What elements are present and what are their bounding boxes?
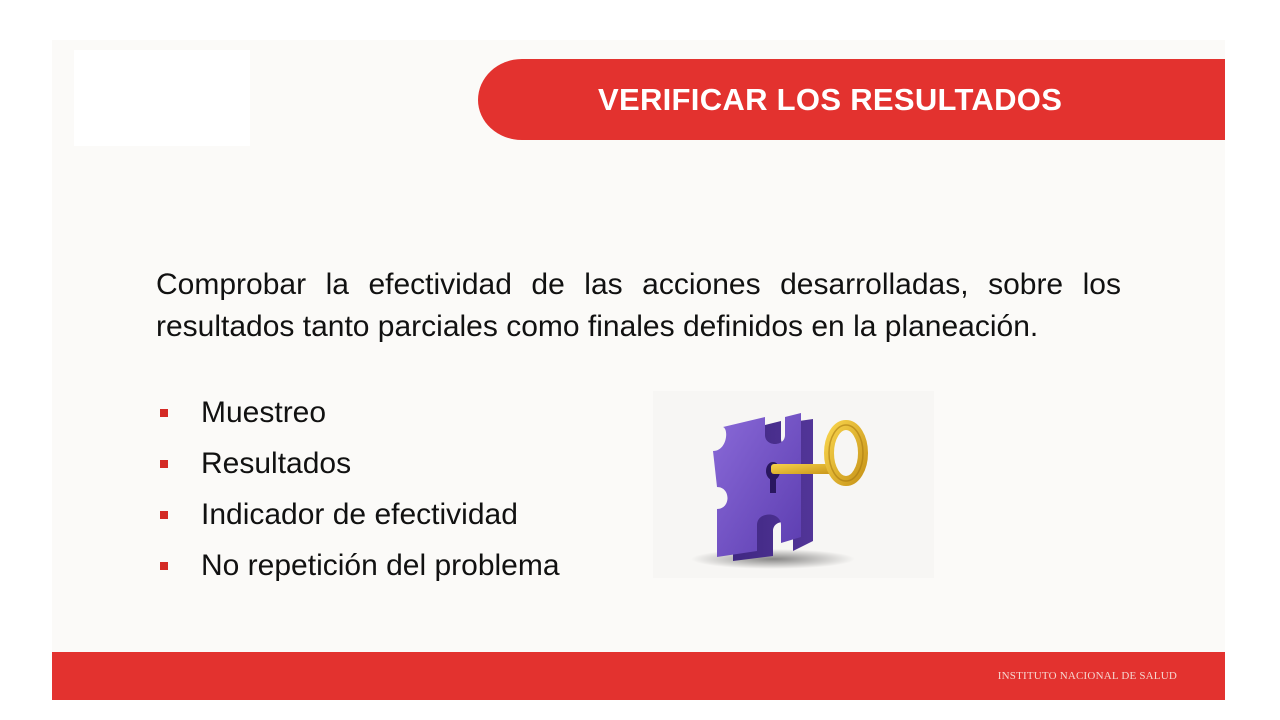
bullet-item-resultados — [156, 444, 560, 495]
logo-placeholder — [74, 50, 250, 146]
footer-band — [52, 652, 1225, 700]
puzzle-piece-with-key-icon — [653, 391, 934, 578]
bullet-list — [156, 393, 560, 597]
bullet-item-muestreo — [156, 393, 560, 444]
title-banner — [478, 59, 1225, 140]
bullet-marker-icon — [160, 460, 168, 468]
bullet-label: Indicador de efectividad — [201, 498, 518, 531]
slide-paragraph: Comprobar la efectividad de las acciones desarrolladas, sobre los resultados tanto parciales como finales definidos en la planeación. — [156, 268, 1121, 343]
footer-organization: INSTITUTO NACIONAL DE SALUD — [997, 670, 1177, 682]
puzzle-key-image — [653, 391, 934, 578]
slide-title: VERIFICAR LOS RESULTADOS — [598, 81, 1063, 117]
bullet-label: No repetición del problema — [201, 549, 560, 582]
bullet-label: Resultados — [201, 447, 352, 480]
bullet-marker-icon — [160, 562, 168, 570]
bullet-item-no-repeticion — [156, 546, 560, 597]
bullet-marker-icon — [160, 409, 168, 417]
presentation-slide — [52, 40, 1225, 700]
bullet-label: Muestreo — [201, 396, 327, 429]
bullet-marker-icon — [160, 511, 168, 519]
bullet-item-indicador — [156, 495, 560, 546]
